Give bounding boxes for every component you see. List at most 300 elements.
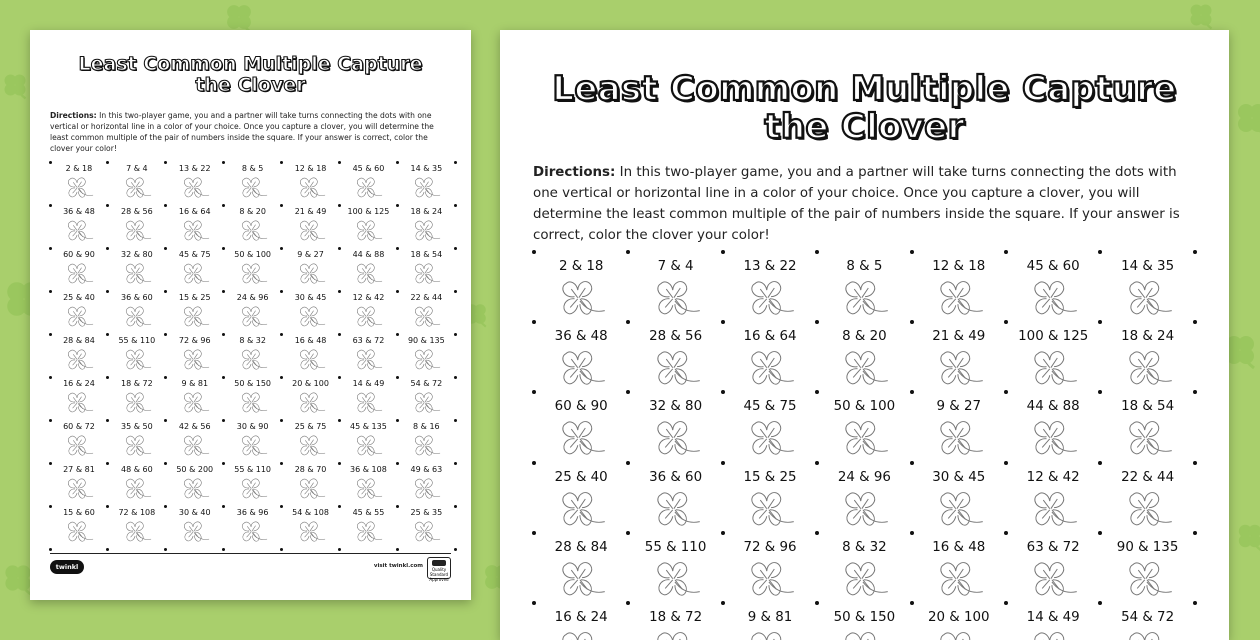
clover-square[interactable] [912, 252, 1006, 322]
clover-square[interactable] [50, 248, 108, 291]
grid-dot[interactable] [338, 290, 341, 293]
clover-square[interactable] [108, 420, 166, 463]
clover-icon[interactable] [340, 260, 398, 288]
grid-dot[interactable] [49, 462, 52, 465]
clover-icon[interactable] [340, 346, 398, 374]
grid-dot[interactable] [222, 505, 225, 508]
clover-square[interactable] [912, 603, 1006, 640]
clover-icon[interactable] [340, 303, 398, 331]
clover-square[interactable] [723, 252, 817, 322]
clover-square[interactable] [224, 377, 282, 420]
clover-icon[interactable] [282, 432, 340, 460]
grid-dot[interactable] [280, 333, 283, 336]
clover-square[interactable] [628, 322, 722, 392]
clover-icon[interactable] [397, 260, 455, 288]
clover-icon[interactable] [628, 345, 722, 391]
clover-icon[interactable] [1100, 415, 1194, 461]
clover-square[interactable] [397, 205, 455, 248]
clover-icon[interactable] [108, 217, 166, 245]
clover-icon[interactable] [108, 303, 166, 331]
clover-square[interactable] [1006, 603, 1100, 640]
clover-square[interactable] [282, 420, 340, 463]
clover-square[interactable] [397, 162, 455, 205]
clover-icon[interactable] [397, 303, 455, 331]
clover-icon[interactable] [1100, 275, 1194, 321]
grid-dot[interactable] [396, 462, 399, 465]
clover-icon[interactable] [166, 389, 224, 417]
clover-square[interactable] [534, 322, 628, 392]
grid-dot[interactable] [164, 333, 167, 336]
clover-square[interactable] [166, 377, 224, 420]
grid-dot[interactable] [164, 290, 167, 293]
grid-dot[interactable] [338, 419, 341, 422]
clover-icon[interactable] [166, 346, 224, 374]
clover-square[interactable] [817, 322, 911, 392]
clover-icon[interactable] [397, 174, 455, 202]
clover-icon[interactable] [1100, 556, 1194, 602]
clover-square[interactable] [282, 506, 340, 549]
clover-square[interactable] [628, 533, 722, 603]
clover-icon[interactable] [108, 475, 166, 503]
clover-icon[interactable] [166, 217, 224, 245]
clover-icon[interactable] [282, 475, 340, 503]
grid-dot[interactable] [396, 290, 399, 293]
clover-icon[interactable] [224, 389, 282, 417]
clover-square[interactable] [108, 248, 166, 291]
clover-icon[interactable] [1100, 486, 1194, 532]
clover-icon[interactable] [282, 174, 340, 202]
clover-icon[interactable] [397, 389, 455, 417]
grid-dot[interactable] [454, 462, 457, 465]
clover-icon[interactable] [817, 556, 911, 602]
clover-square[interactable] [108, 463, 166, 506]
clover-icon[interactable] [224, 174, 282, 202]
clover-square[interactable] [166, 463, 224, 506]
clover-icon[interactable] [166, 475, 224, 503]
clover-icon[interactable] [628, 486, 722, 532]
visit-link[interactable]: visit twinkl.com [373, 563, 423, 569]
clover-square[interactable] [1006, 463, 1100, 533]
clover-square[interactable] [534, 603, 628, 640]
clover-icon[interactable] [50, 518, 108, 546]
grid-dot[interactable] [222, 419, 225, 422]
clover-square[interactable] [340, 377, 398, 420]
clover-icon[interactable] [108, 174, 166, 202]
clover-square[interactable] [108, 377, 166, 420]
grid-dot[interactable] [338, 376, 341, 379]
grid-dot[interactable] [454, 419, 457, 422]
clover-icon[interactable] [282, 389, 340, 417]
clover-square[interactable] [108, 506, 166, 549]
clover-icon[interactable] [108, 346, 166, 374]
clover-square[interactable] [397, 420, 455, 463]
clover-square[interactable] [817, 392, 911, 462]
clover-icon[interactable] [50, 174, 108, 202]
clover-square[interactable] [282, 377, 340, 420]
clover-square[interactable] [817, 252, 911, 322]
grid-dot[interactable] [1193, 601, 1197, 605]
clover-square[interactable] [340, 463, 398, 506]
clover-square[interactable] [340, 248, 398, 291]
grid-dot[interactable] [280, 505, 283, 508]
clover-square[interactable] [397, 334, 455, 377]
grid-dot[interactable] [1193, 320, 1197, 324]
grid-dot[interactable] [910, 461, 914, 465]
grid-dot[interactable] [280, 290, 283, 293]
clover-square[interactable] [817, 463, 911, 533]
clover-square[interactable] [282, 205, 340, 248]
clover-icon[interactable] [534, 626, 628, 640]
clover-square[interactable] [224, 291, 282, 334]
clover-icon[interactable] [628, 556, 722, 602]
clover-square[interactable] [723, 533, 817, 603]
grid-dot[interactable] [164, 548, 167, 551]
clover-square[interactable] [166, 506, 224, 549]
clover-icon[interactable] [166, 174, 224, 202]
grid-dot[interactable] [49, 333, 52, 336]
clover-icon[interactable] [224, 518, 282, 546]
clover-icon[interactable] [628, 275, 722, 321]
clover-square[interactable] [224, 162, 282, 205]
clover-square[interactable] [166, 291, 224, 334]
grid-dot[interactable] [49, 161, 52, 164]
clover-icon[interactable] [1006, 626, 1100, 640]
clover-icon[interactable] [534, 486, 628, 532]
clover-square[interactable] [50, 463, 108, 506]
clover-square[interactable] [1006, 252, 1100, 322]
grid-dot[interactable] [164, 204, 167, 207]
clover-square[interactable] [50, 506, 108, 549]
clover-square[interactable] [108, 291, 166, 334]
clover-icon[interactable] [1100, 626, 1194, 640]
clover-square[interactable] [912, 322, 1006, 392]
clover-icon[interactable] [50, 432, 108, 460]
clover-square[interactable] [224, 506, 282, 549]
clover-icon[interactable] [108, 518, 166, 546]
clover-square[interactable] [282, 463, 340, 506]
grid-dot[interactable] [49, 505, 52, 508]
clover-square[interactable] [1006, 322, 1100, 392]
clover-icon[interactable] [817, 626, 911, 640]
clover-icon[interactable] [50, 217, 108, 245]
clover-square[interactable] [282, 162, 340, 205]
clover-icon[interactable] [912, 415, 1006, 461]
grid-dot[interactable] [49, 376, 52, 379]
clover-square[interactable] [108, 334, 166, 377]
clover-square[interactable] [534, 392, 628, 462]
clover-icon[interactable] [534, 415, 628, 461]
clover-icon[interactable] [1006, 345, 1100, 391]
clover-icon[interactable] [224, 475, 282, 503]
clover-square[interactable] [723, 322, 817, 392]
grid-dot[interactable] [164, 505, 167, 508]
clover-square[interactable] [534, 533, 628, 603]
clover-square[interactable] [534, 463, 628, 533]
grid-dot[interactable] [222, 376, 225, 379]
clover-square[interactable] [912, 392, 1006, 462]
clover-square[interactable] [224, 334, 282, 377]
clover-square[interactable] [50, 420, 108, 463]
grid-dot[interactable] [280, 161, 283, 164]
clover-square[interactable] [628, 252, 722, 322]
clover-icon[interactable] [397, 475, 455, 503]
clover-square[interactable] [224, 205, 282, 248]
grid-dot[interactable] [338, 548, 341, 551]
clover-icon[interactable] [166, 303, 224, 331]
clover-square[interactable] [397, 506, 455, 549]
clover-icon[interactable] [340, 518, 398, 546]
grid-dot[interactable] [1193, 461, 1197, 465]
clover-icon[interactable] [50, 389, 108, 417]
grid-dot[interactable] [721, 461, 725, 465]
clover-icon[interactable] [397, 346, 455, 374]
clover-square[interactable] [628, 603, 722, 640]
grid-dot[interactable] [280, 247, 283, 250]
clover-square[interactable] [1100, 463, 1194, 533]
clover-square[interactable] [817, 533, 911, 603]
grid-dot[interactable] [1193, 250, 1197, 254]
clover-square[interactable] [723, 463, 817, 533]
clover-icon[interactable] [224, 303, 282, 331]
clover-square[interactable] [166, 162, 224, 205]
grid-dot[interactable] [396, 161, 399, 164]
grid-dot[interactable] [222, 161, 225, 164]
clover-icon[interactable] [628, 415, 722, 461]
grid-dot[interactable] [396, 548, 399, 551]
grid-dot[interactable] [222, 204, 225, 207]
clover-square[interactable] [340, 291, 398, 334]
clover-icon[interactable] [282, 518, 340, 546]
clover-square[interactable] [50, 162, 108, 205]
clover-square[interactable] [912, 463, 1006, 533]
clover-icon[interactable] [340, 217, 398, 245]
grid-dot[interactable] [454, 247, 457, 250]
clover-icon[interactable] [50, 303, 108, 331]
grid-dot[interactable] [164, 247, 167, 250]
clover-square[interactable] [224, 248, 282, 291]
clover-icon[interactable] [534, 275, 628, 321]
clover-icon[interactable] [50, 346, 108, 374]
grid-dot[interactable] [396, 376, 399, 379]
grid-dot[interactable] [910, 250, 914, 254]
grid-dot[interactable] [1004, 250, 1008, 254]
grid-dot[interactable] [396, 333, 399, 336]
clover-icon[interactable] [817, 345, 911, 391]
grid-dot[interactable] [721, 601, 725, 605]
clover-icon[interactable] [534, 345, 628, 391]
grid-dot[interactable] [721, 531, 725, 535]
clover-square[interactable] [1006, 533, 1100, 603]
clover-icon[interactable] [534, 556, 628, 602]
clover-icon[interactable] [397, 432, 455, 460]
grid-dot[interactable] [49, 247, 52, 250]
clover-square[interactable] [50, 377, 108, 420]
clover-icon[interactable] [628, 626, 722, 640]
clover-icon[interactable] [912, 345, 1006, 391]
grid-dot[interactable] [1004, 461, 1008, 465]
clover-icon[interactable] [166, 260, 224, 288]
clover-icon[interactable] [282, 217, 340, 245]
clover-square[interactable] [340, 420, 398, 463]
grid-dot[interactable] [815, 461, 819, 465]
clover-icon[interactable] [817, 415, 911, 461]
grid-dot[interactable] [280, 548, 283, 551]
clover-square[interactable] [108, 205, 166, 248]
clover-icon[interactable] [108, 432, 166, 460]
clover-square[interactable] [166, 334, 224, 377]
clover-icon[interactable] [1006, 415, 1100, 461]
grid-dot[interactable] [222, 247, 225, 250]
clover-icon[interactable] [723, 486, 817, 532]
grid-dot[interactable] [396, 505, 399, 508]
grid-dot[interactable] [338, 462, 341, 465]
clover-icon[interactable] [1006, 275, 1100, 321]
clover-square[interactable] [397, 463, 455, 506]
grid-dot[interactable] [222, 333, 225, 336]
clover-square[interactable] [397, 248, 455, 291]
clover-square[interactable] [282, 334, 340, 377]
clover-icon[interactable] [912, 486, 1006, 532]
grid-dot[interactable] [222, 462, 225, 465]
grid-dot[interactable] [1193, 531, 1197, 535]
clover-square[interactable] [723, 392, 817, 462]
clover-square[interactable] [340, 506, 398, 549]
clover-square[interactable] [50, 334, 108, 377]
clover-square[interactable] [166, 420, 224, 463]
grid-dot[interactable] [49, 548, 52, 551]
grid-dot[interactable] [454, 161, 457, 164]
grid-dot[interactable] [910, 531, 914, 535]
grid-dot[interactable] [280, 204, 283, 207]
clover-square[interactable] [397, 377, 455, 420]
clover-icon[interactable] [723, 345, 817, 391]
clover-icon[interactable] [912, 626, 1006, 640]
clover-square[interactable] [628, 463, 722, 533]
grid-dot[interactable] [164, 161, 167, 164]
clover-square[interactable] [1006, 392, 1100, 462]
clover-square[interactable] [282, 248, 340, 291]
grid-dot[interactable] [280, 419, 283, 422]
clover-icon[interactable] [340, 174, 398, 202]
grid-dot[interactable] [910, 601, 914, 605]
grid-dot[interactable] [454, 290, 457, 293]
grid-dot[interactable] [338, 204, 341, 207]
clover-square[interactable] [534, 252, 628, 322]
grid-dot[interactable] [164, 376, 167, 379]
clover-icon[interactable] [1006, 486, 1100, 532]
clover-square[interactable] [340, 205, 398, 248]
clover-icon[interactable] [340, 432, 398, 460]
grid-dot[interactable] [454, 505, 457, 508]
clover-icon[interactable] [166, 432, 224, 460]
clover-square[interactable] [1100, 603, 1194, 640]
grid-dot[interactable] [396, 419, 399, 422]
grid-dot[interactable] [1193, 390, 1197, 394]
grid-dot[interactable] [532, 250, 536, 254]
clover-square[interactable] [224, 420, 282, 463]
clover-square[interactable] [1100, 322, 1194, 392]
clover-icon[interactable] [282, 303, 340, 331]
clover-square[interactable] [628, 392, 722, 462]
clover-icon[interactable] [108, 260, 166, 288]
clover-icon[interactable] [912, 275, 1006, 321]
grid-dot[interactable] [49, 419, 52, 422]
clover-icon[interactable] [912, 556, 1006, 602]
clover-icon[interactable] [50, 260, 108, 288]
clover-square[interactable] [108, 162, 166, 205]
clover-icon[interactable] [397, 518, 455, 546]
clover-square[interactable] [1100, 392, 1194, 462]
clover-icon[interactable] [282, 346, 340, 374]
grid-dot[interactable] [396, 247, 399, 250]
clover-square[interactable] [224, 463, 282, 506]
clover-square[interactable] [817, 603, 911, 640]
grid-dot[interactable] [532, 531, 536, 535]
grid-dot[interactable] [222, 290, 225, 293]
clover-square[interactable] [397, 291, 455, 334]
grid-dot[interactable] [721, 250, 725, 254]
clover-square[interactable] [340, 162, 398, 205]
clover-square[interactable] [912, 533, 1006, 603]
clover-icon[interactable] [723, 275, 817, 321]
clover-icon[interactable] [723, 556, 817, 602]
clover-square[interactable] [1100, 533, 1194, 603]
clover-icon[interactable] [817, 486, 911, 532]
clover-square[interactable] [282, 291, 340, 334]
grid-dot[interactable] [338, 505, 341, 508]
clover-icon[interactable] [166, 518, 224, 546]
grid-dot[interactable] [338, 247, 341, 250]
grid-dot[interactable] [454, 548, 457, 551]
grid-dot[interactable] [280, 462, 283, 465]
grid-dot[interactable] [454, 333, 457, 336]
grid-dot[interactable] [910, 320, 914, 324]
clover-square[interactable] [166, 248, 224, 291]
clover-icon[interactable] [50, 475, 108, 503]
grid-dot[interactable] [1004, 531, 1008, 535]
grid-dot[interactable] [338, 333, 341, 336]
clover-icon[interactable] [817, 275, 911, 321]
grid-dot[interactable] [396, 204, 399, 207]
clover-icon[interactable] [397, 217, 455, 245]
grid-dot[interactable] [815, 531, 819, 535]
clover-square[interactable] [1100, 252, 1194, 322]
grid-dot[interactable] [49, 204, 52, 207]
clover-icon[interactable] [1006, 556, 1100, 602]
grid-dot[interactable] [280, 376, 283, 379]
clover-icon[interactable] [340, 475, 398, 503]
clover-icon[interactable] [224, 260, 282, 288]
clover-icon[interactable] [340, 389, 398, 417]
clover-square[interactable] [723, 603, 817, 640]
grid-dot[interactable] [454, 204, 457, 207]
grid-dot[interactable] [1004, 601, 1008, 605]
grid-dot[interactable] [454, 376, 457, 379]
grid-dot[interactable] [49, 290, 52, 293]
clover-icon[interactable] [723, 626, 817, 640]
grid-dot[interactable] [721, 320, 725, 324]
clover-icon[interactable] [224, 217, 282, 245]
clover-icon[interactable] [224, 432, 282, 460]
clover-square[interactable] [166, 205, 224, 248]
grid-dot[interactable] [164, 462, 167, 465]
clover-icon[interactable] [108, 389, 166, 417]
clover-square[interactable] [340, 334, 398, 377]
grid-dot[interactable] [532, 461, 536, 465]
clover-square[interactable] [50, 291, 108, 334]
clover-icon[interactable] [1100, 345, 1194, 391]
grid-dot[interactable] [338, 161, 341, 164]
